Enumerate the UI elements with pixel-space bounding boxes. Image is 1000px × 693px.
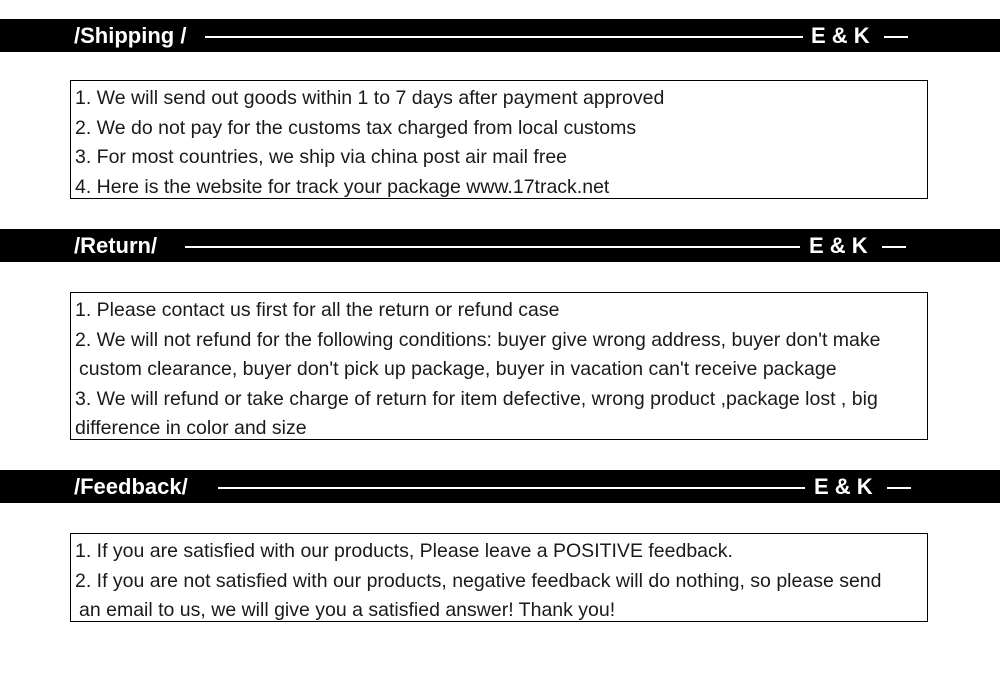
return-title: /Return/ xyxy=(74,233,158,258)
header-dash xyxy=(882,246,906,248)
return-line-3: custom clearance, buyer don't pick up package, buyer in vacation can't receive package xyxy=(79,358,837,380)
return-line-1: 1. Please contact us first for all the return or refund case xyxy=(75,299,560,321)
feedback-header-bar xyxy=(0,470,1000,503)
feedback-title: /Feedback/ xyxy=(74,474,188,499)
shipping-title: /Shipping / xyxy=(74,23,187,48)
header-rule xyxy=(205,36,803,38)
shipping-line-1: 1. We will send out goods within 1 to 7 days after payment approved xyxy=(75,87,665,109)
shipping-line-4: 4. Here is the website for track your package www.17track.net xyxy=(75,175,610,198)
feedback-line-2: 2. If you are not satisfied with our products, negative feedback will do nothing, so please send xyxy=(75,569,882,592)
return-line-5: difference in color and size xyxy=(75,417,307,439)
shipping-line-3: 3. For most countries, we ship via china post air mail free xyxy=(75,146,568,168)
shipping-info-box xyxy=(70,80,928,199)
shipping-line-2: 2. We do not pay for the customs tax charged from local customs xyxy=(75,116,637,139)
brand-label: E & K xyxy=(814,474,873,499)
feedback-info-box xyxy=(70,533,928,622)
return-info-box xyxy=(70,292,928,440)
shipping-header-bar xyxy=(0,19,1000,52)
feedback-line-3: an email to us, we will give you a satisfied answer! Thank you! xyxy=(79,599,616,621)
header-rule xyxy=(185,246,800,248)
return-line-4: 3. We will refund or take charge of return for item defective, wrong product ,package lost , big xyxy=(75,387,878,410)
header-rule xyxy=(218,487,805,489)
brand-label: E & K xyxy=(811,23,870,48)
feedback-line-1: 1. If you are satisfied with our products, Please leave a POSITIVE feedback. xyxy=(75,540,733,562)
brand-label: E & K xyxy=(809,233,868,258)
return-line-2: 2. We will not refund for the following conditions: buyer give wrong address, buyer don't make xyxy=(75,328,881,351)
header-dash xyxy=(884,36,908,38)
header-dash xyxy=(887,487,911,489)
return-header-bar xyxy=(0,229,1000,262)
